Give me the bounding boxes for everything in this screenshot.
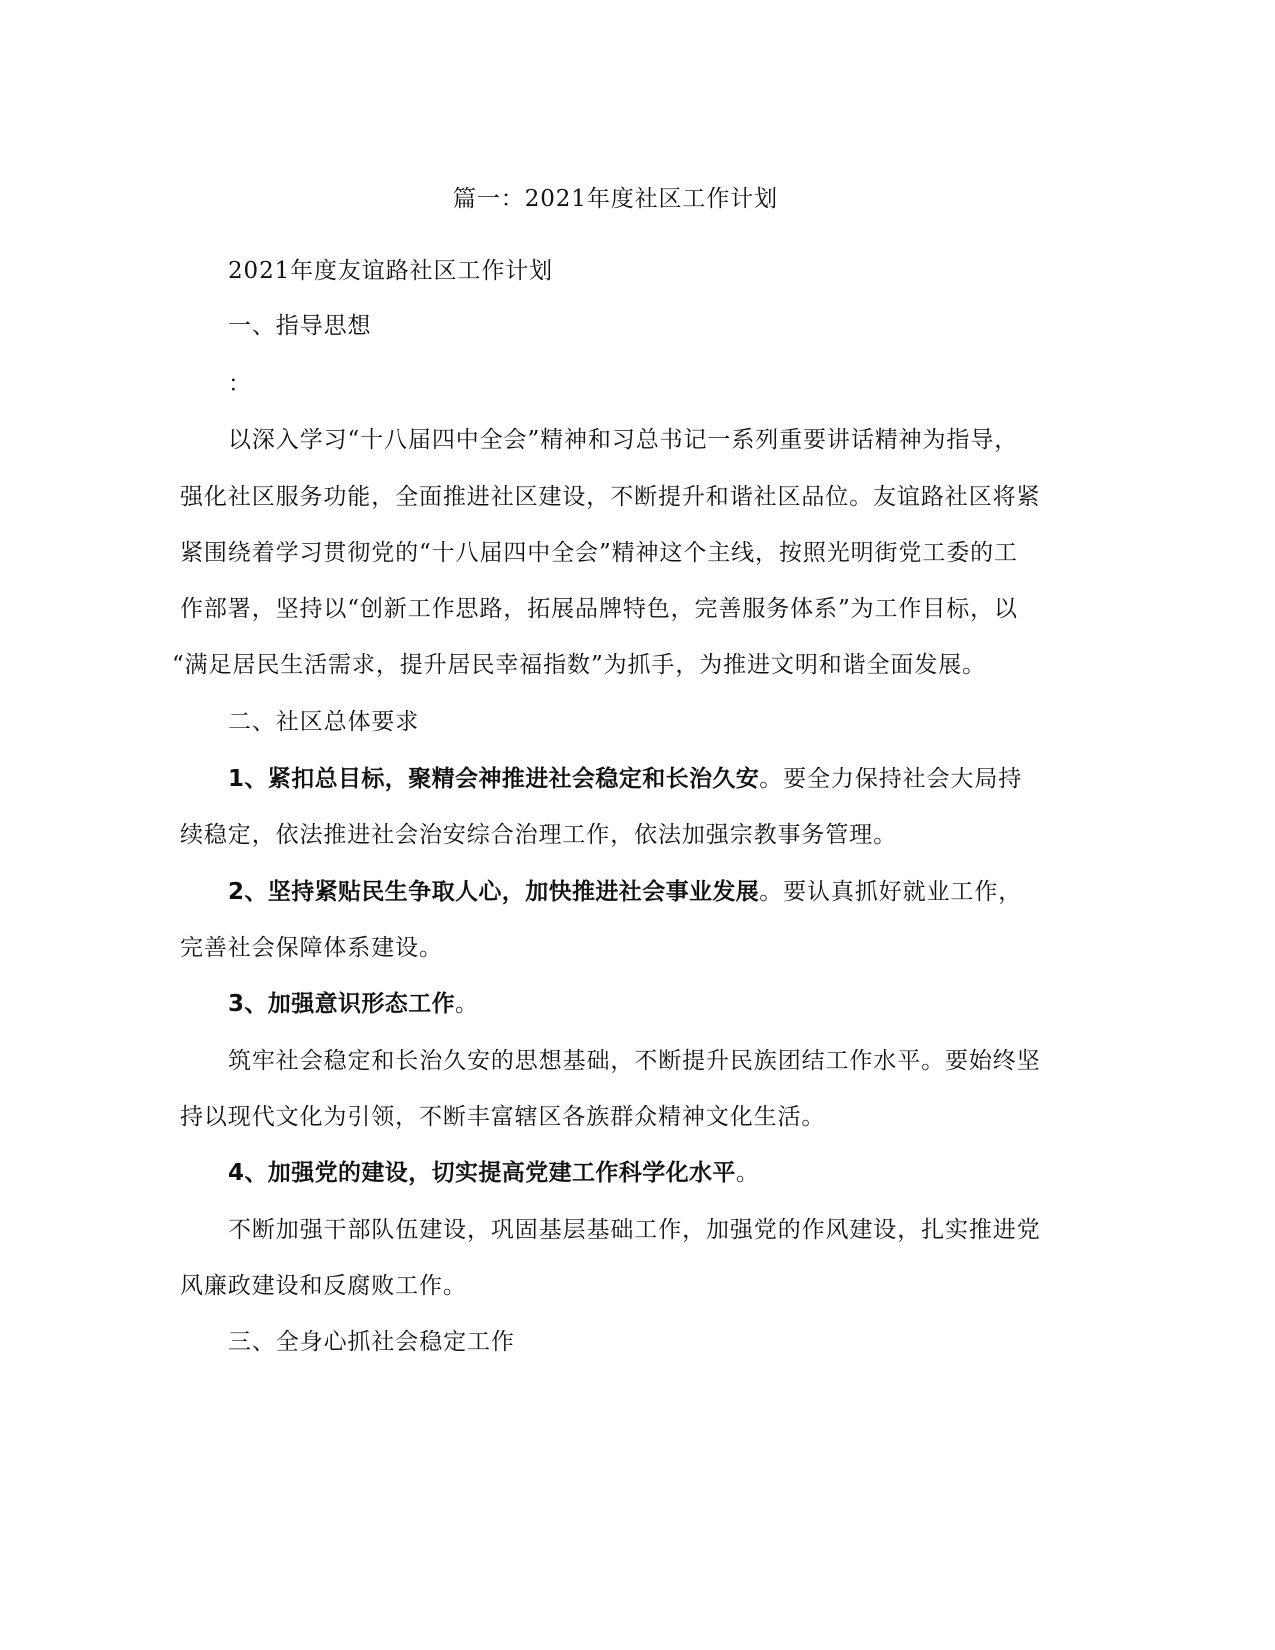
item-2-heading: 2、坚持紧贴民生争取人心，加快推进社会事业发展 (228, 879, 760, 905)
item-4 (228, 1158, 760, 1188)
text-line: “满足居民生活需求，提升居民幸福指数”为抓手，为推进文明和谐全面发展。 (172, 652, 987, 678)
item-1-text: 。要全力保持社会大局持 (759, 766, 1023, 792)
item-4-text: 。 (735, 1160, 760, 1186)
item-1 (228, 764, 1022, 794)
text-line: 作部署，坚持以“创新工作思路，拓展品牌特色，完善服务体系”为工作目标，以 (180, 596, 1018, 622)
item-1-heading: 1、紧扣总目标，聚精会神推进社会稳定和长治久安 (228, 766, 760, 792)
item-3-text: 。 (455, 991, 479, 1017)
text-line: 紧围绕着学习贯彻党的“十八届四中全会”精神这个主线，按照光明街党工委的工 (180, 540, 1018, 566)
item-3-heading: 3、加强意识形态工作 (228, 991, 456, 1017)
item-4-heading: 4、加强党的建设，切实提高党建工作科学化水平 (228, 1160, 736, 1186)
text-line: 风廉政建设和反腐败工作。 (180, 1273, 467, 1299)
item-2 (228, 877, 1022, 907)
document-title: 篇一：2021年度社区工作计划 (453, 186, 779, 212)
heading-stability: 三、全身心抓社会稳定工作 (228, 1329, 515, 1355)
text-line: 强化社区服务功能，全面推进社区建设，不断提升和谐社区品位。友谊路社区将紧 (180, 484, 1041, 510)
item-3 (228, 989, 479, 1019)
item-2-text: 。要认真抓好就业工作， (759, 879, 1023, 905)
text-line: 以深入学习“十八届四中全会”精神和习总书记一系列重要讲话精神为指导， (228, 427, 1019, 453)
text-line: 续稳定，依法推进社会治安综合治理工作，依法加强宗教事务管理。 (180, 822, 897, 848)
text-line: 筑牢社会稳定和长治久安的思想基础，不断提升民族团结工作水平。要始终坚 (228, 1048, 1041, 1074)
subtitle: 2021年度友谊路社区工作计划 (228, 258, 554, 284)
colon: ： (228, 371, 252, 397)
text-line: 不断加强干部队伍建设，巩固基层基础工作，加强党的作风建设，扎实推进党 (228, 1217, 1041, 1243)
heading-guiding-ideology: 一、指导思想 (228, 313, 372, 339)
text-line: 完善社会保障体系建设。 (180, 935, 443, 961)
heading-requirements: 二、社区总体要求 (228, 709, 420, 735)
text-line: 持以现代文化为引领，不断丰富辖区各族群众精神文化生活。 (180, 1104, 826, 1130)
